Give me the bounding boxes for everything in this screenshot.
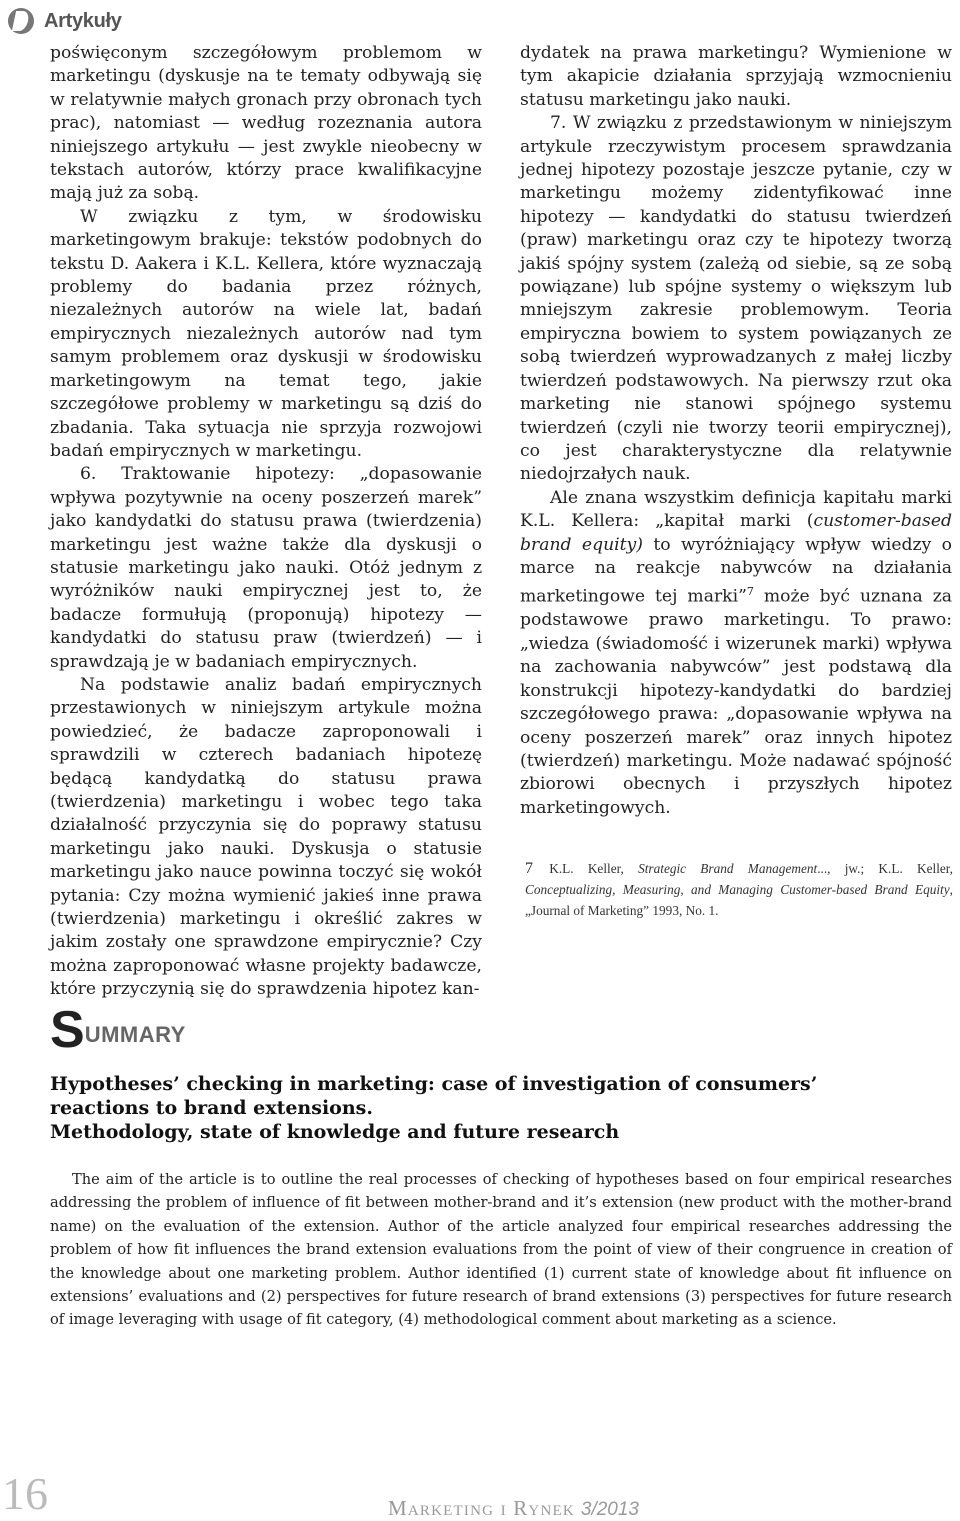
journal-issue: 3/2013 <box>580 1499 640 1520</box>
summary-title <box>50 1072 930 1144</box>
footnote-text-a: K.L. Keller, <box>549 861 639 876</box>
right-paragraph-1: dydatek na prawa marketingu? Wymienione w tym akapicie działania sprzyjają wzmocnieniu statusu marketingu jako nauki. <box>520 43 952 110</box>
summary-title-line: Hypotheses’ checking in marketing: case of investigation of consumers’ <box>50 1073 818 1095</box>
right-paragraph-3-italic: customer-based brand equity) <box>520 511 952 555</box>
summary-abstract: The aim of the article is to outline the real processes of checking of hypotheses based on four empirical researches addressing the problem of influence of fit between mother-brand and it’s extension (new product with the mother-brand name) on the evaluation of the extension. Author of the article analyzed four empirical researches addressing the problem of how fit influences the brand extension evaluations from the point of view of their congruence in creation of the knowledge about one marketing problem. Author identified (1) current state of knowledge about fit influence on extensions’ evaluations and (2) perspectives for future research of brand extensions (3) perspectives for future research of image leveraging with usage of fit category, (4) methodological comment about marketing as a science. <box>50 1171 952 1329</box>
left-paragraph-3: 6. Traktowanie hipotezy: „dopasowanie wpływa pozytywnie na oceny poszerzeń marek” jako kandydatki do statusu prawa (twierdzenia) marketingu jest ważne także dla dyskusji o statusie marketingu jako nauki. Otóż jednym z wyróżników nauki empirycznej jest to, że badacze formułują (proponują) hipotezy — kandydatki do statusu praw (twierdzeń) — i sprawdzają je w badaniach empirycznych. <box>50 464 482 672</box>
summary-big-letter: S <box>50 1001 83 1059</box>
journal-footer <box>388 1496 639 1521</box>
footnote-title-1: Strategic Brand Management <box>638 861 818 876</box>
left-paragraph-1: poświęconym szczegółowym problemom w marketingu (dyskusje na te tematy odbywają się w relatywnie małych gronach przy obronach tych prac), natomiast — według rozeznania autora niniejszego artykułu — jest zwykle nieobecny w tekstach autorów, którzy prace kwalifikacyjne mają już za sobą. <box>50 43 482 204</box>
journal-name: Marketing i Rynek <box>388 1496 575 1520</box>
right-column <box>520 42 952 820</box>
page-number: 16 <box>2 1468 48 1519</box>
footnote-text-e: , „Journal of Marketing” 1993, No. 1. <box>525 882 953 918</box>
right-paragraph-3-a: Ale znana wszystkim definicja kapitału marki K.L. Kellera: „kapitał marki ( <box>520 487 952 532</box>
section-label: Artykuły <box>44 9 122 32</box>
right-paragraph-3-c: to wyróżniający wpływ wiedzy o marce na reakcje nabywców na działania marketingowe tej marki” <box>520 534 952 608</box>
left-column <box>50 42 482 1002</box>
footnote-title-2: Conceptualizing, Measuring, and Managing Customer-based Brand Equity <box>525 882 950 897</box>
section-header <box>8 4 122 38</box>
footnote-number: 7 <box>525 860 533 877</box>
summary-title-line: Methodology, state of knowledge and future research <box>50 1121 620 1143</box>
summary-title-line: reactions to brand extensions. <box>50 1097 373 1119</box>
footnote <box>525 858 953 921</box>
section-mark-icon <box>8 6 38 36</box>
footnote-reference[interactable]: 7 <box>746 585 754 599</box>
right-paragraph-3-d: może być uznana za podstawowe prawo marketingu. To prawo: „wiedza (świadomość i wizerunek marki) wpływa na zachowania nabywców” jest podstawą dla konstrukcji hipotezy-kandydatki do bardziej szczegółowego prawa: „dopasowanie wpływa na oceny poszerzeń marek” oraz innych hipotez (twierdzeń) marketingu. Może nadawać spójność zbiorowi obecnych i przyszłych hipotez marketingowych. <box>520 587 952 818</box>
left-paragraph-2: W związku z tym, w środowisku marketingowym brakuje: tekstów podobnych do tekstu D. Aakera i K.L. Kellera, które wyznaczają problemy do badania przez różnych, niezależnych autorów na wiele lat, badań empirycznych niezależnych autorów nad tym samym problemem oraz dyskusji w środowisku marketingowym na temat tego, jakie szczegółowe problemy w marketingu są dziś do zbadania. Taka sytuacja nie sprzyja rozwojowi badań empirycznych w marketingu. <box>50 206 482 461</box>
summary-heading <box>50 1001 186 1059</box>
summary-heading-rest: UMMARY <box>84 1022 186 1047</box>
footnote-text-c: ..., jw.; K.L. Keller, <box>817 861 954 876</box>
right-paragraph-2: 7. W związku z przedstawionym w niniejszym artykule rzeczywistym procesem sprawdzania jednej hipotezy pozostaje jeszcze pytanie, czy w marketingu możemy zidentyfikować inne hipotezy — kandydatki do statusu twierdzeń (praw) marketingu oraz czy te hipotezy tworzą jakiś spójny system (zależą od siebie, są ze sobą powiązane) lub spójne systemy o większym lub mniejszym zakresie problemowym. Teoria empiryczna bowiem to system powiązanych ze sobą twierdzeń wyprowadzanych z małej liczby twierdzeń podstawowych. Na pierwszy rzut oka marketing nie stanowi spójnego systemu twierdzeń (czyli nie tworzy teorii empirycznej), co jest charakterystyczne dla relatywnie niedojrzałych nauk. <box>520 113 952 485</box>
left-paragraph-4: Na podstawie analiz badań empirycznych przestawionych w niniejszym artykule można powiedzieć, że badacze zaproponowali i sprawdzili w czterech badaniach hipotezę będącą kandydatką do statusu prawa (twierdzenia) marketingu i wobec tego taka działalność przyczynia się do poprawy statusu marketingu jako nauki. Dyskusja o statusie marketingu jako nauce powinna toczyć się wokół pytania: Czy można wymienić jakieś inne prawa (twierdzenia) marketingu i określić zakres w jakim zostały one sprawdzone empirycznie? Czy można zaproponować własne projekty badawcze, które przyczynią się do sprawdzenia hipotez kan- <box>50 674 482 1000</box>
right-paragraph-3 <box>520 487 952 820</box>
